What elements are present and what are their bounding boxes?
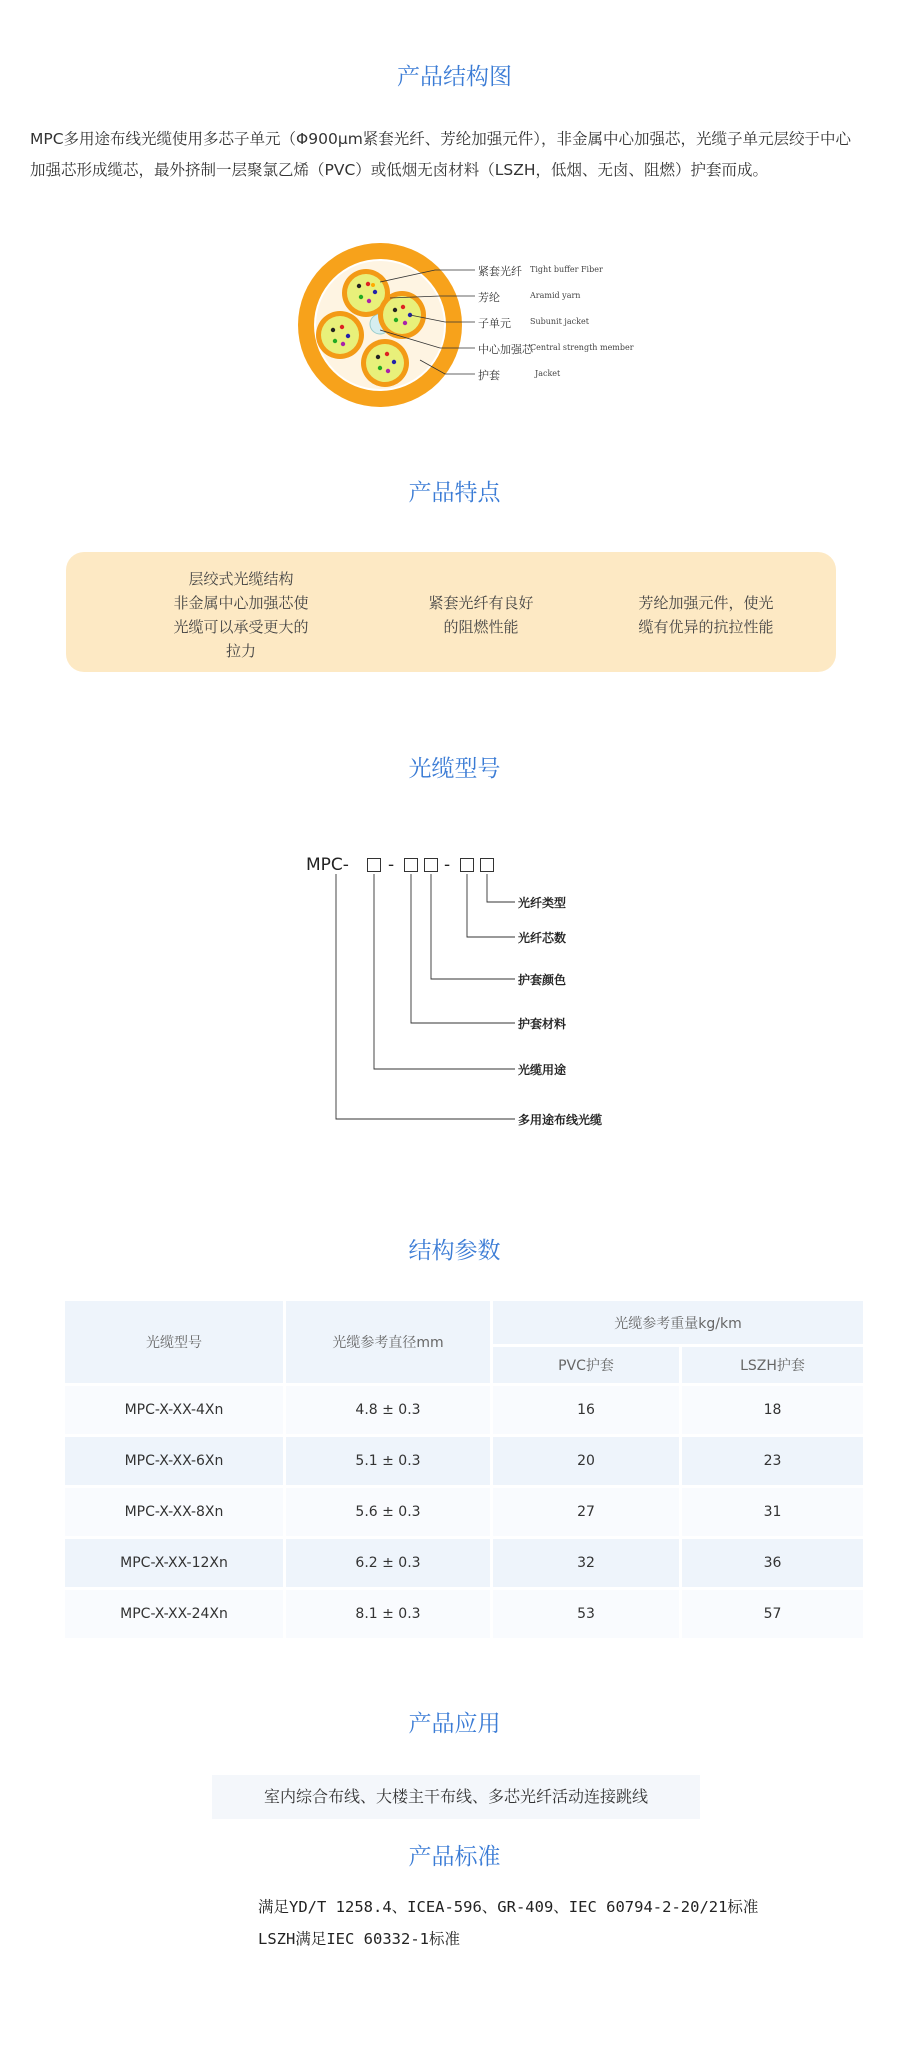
feature-2-line-1: 紧套光纤有良好: [428, 594, 534, 612]
model-label-jacket-material: 护套材料: [518, 1017, 567, 1031]
diagram-label-tight-buffer-en: Tight buffer Fiber: [530, 265, 603, 274]
feature-1-line-1: 层绞式光缆结构: [188, 570, 294, 588]
feature-2-line-2: 的阻燃性能: [443, 618, 519, 636]
diagram-label-tight-buffer: 紧套光纤: [478, 265, 522, 278]
diagram-label-central-member: 中心加强芯: [478, 343, 533, 356]
intro-line-2: 加强芯形成缆芯，最外挤制一层聚氯乙烯（PVC）或低烟无卤材料（LSZH，低烟、无卤、阻燃）护套而成。: [30, 161, 769, 179]
table-row: [65, 1539, 863, 1587]
table-row: [65, 1437, 863, 1485]
model-box-type: [480, 858, 494, 872]
cell-lszh: 23: [763, 1453, 782, 1469]
cell-diameter: 6.2 ± 0.3: [355, 1555, 421, 1571]
model-label-jacket-color: 护套颜色: [518, 973, 567, 987]
standard-section-title: 产品标准: [408, 1844, 501, 1870]
diagram-label-subunit: 子单元: [478, 317, 511, 330]
header-lszh: LSZH护套: [682, 1347, 863, 1383]
header-diameter: 光缆参考直径mm: [286, 1301, 490, 1383]
model-label-fiber-type: 光纤类型: [518, 896, 567, 910]
model-label-cable-name: 多用途布线光缆: [518, 1113, 603, 1127]
feature-1-line-2: 非金属中心加强芯使: [173, 594, 309, 612]
model-box-material: [404, 858, 418, 872]
cell-model: MPC-X-XX-24Xn: [120, 1606, 228, 1622]
cell-model: MPC-X-XX-4Xn: [124, 1402, 224, 1418]
feature-item-3: [626, 591, 786, 639]
application-text: 室内综合布线、大楼主干布线、多芯光纤活动连接跳线: [212, 1775, 700, 1819]
model-label-cable-usage: 光缆用途: [518, 1063, 567, 1077]
cell-pvc: 20: [577, 1453, 595, 1469]
cell-pvc: 16: [577, 1402, 595, 1418]
model-dash-2: -: [444, 855, 451, 875]
cell-model: MPC-X-XX-6Xn: [124, 1453, 224, 1469]
table-row: [65, 1488, 863, 1536]
model-dash-1: -: [388, 855, 395, 875]
cell-lszh: 31: [763, 1504, 782, 1520]
structure-section-title: 产品结构图: [397, 64, 512, 90]
diagram-label-jacket-en: Jacket: [535, 369, 561, 378]
model-section-title: 光缆型号: [408, 756, 501, 782]
cell-model: MPC-X-XX-12Xn: [120, 1555, 228, 1571]
header-weight: 光缆参考重量kg/km: [493, 1301, 863, 1344]
intro-text: [30, 124, 890, 186]
feature-1-line-3: 光缆可以承受更大的: [173, 618, 309, 636]
diagram-label-central-member-en: Central strength member: [530, 343, 634, 352]
cell-lszh: 57: [763, 1606, 782, 1622]
model-box-color: [424, 858, 438, 872]
application-section-title: 产品应用: [408, 1711, 501, 1737]
model-box-usage: [367, 858, 381, 872]
features-box: [66, 552, 836, 672]
params-section-title: 结构参数: [408, 1238, 501, 1264]
header-model: 光缆型号: [65, 1301, 283, 1383]
diagram-label-aramid-en: Aramid yarn: [530, 291, 581, 300]
table-header-row: [65, 1301, 863, 1344]
feature-3-line-1: 芳纶加强元件，使光: [638, 594, 774, 612]
model-label-fiber-count: 光纤芯数: [518, 931, 567, 945]
cell-model: MPC-X-XX-8Xn: [124, 1504, 224, 1520]
cell-lszh: 36: [763, 1555, 782, 1571]
feature-item-2: [406, 591, 556, 639]
model-box-count: [460, 858, 474, 872]
params-table: [62, 1298, 866, 1641]
intro-line-1: MPC多用途布线光缆使用多芯子单元（Φ900μm紧套光纤、芳纶加强元件），非金属中心加强芯，光缆子单元层绞于中心: [30, 130, 852, 148]
feature-3-line-2: 缆有优异的抗拉性能: [638, 618, 774, 636]
feature-1-line-4: 拉力: [225, 642, 256, 660]
features-section-title: 产品特点: [408, 480, 501, 506]
cell-pvc: 53: [577, 1606, 595, 1622]
diagram-leader-lines: [380, 260, 480, 380]
cell-diameter: 5.6 ± 0.3: [355, 1504, 421, 1520]
cell-diameter: 5.1 ± 0.3: [355, 1453, 421, 1469]
table-row: [65, 1386, 863, 1434]
diagram-label-aramid: 芳纶: [478, 291, 500, 304]
model-leader-lines: [330, 874, 520, 1129]
standard-line-1: 满足YD/T 1258.4、ICEA-596、GR-409、IEC 60794-2-20/21标准: [258, 1898, 759, 1916]
cell-pvc: 27: [577, 1504, 595, 1520]
diagram-label-subunit-en: Subunit jacket: [530, 317, 589, 326]
subunit-left: [316, 311, 364, 359]
diagram-label-jacket: 护套: [478, 369, 500, 382]
cell-diameter: 8.1 ± 0.3: [355, 1606, 421, 1622]
cell-pvc: 32: [577, 1555, 595, 1571]
header-pvc: PVC护套: [493, 1347, 679, 1383]
model-prefix: MPC-: [306, 855, 349, 875]
feature-item-1: [166, 567, 316, 663]
standard-line-2: LSZH满足IEC 60332-1标准: [258, 1930, 460, 1948]
table-row: [65, 1590, 863, 1638]
cell-lszh: 18: [763, 1402, 782, 1418]
cell-diameter: 4.8 ± 0.3: [355, 1402, 421, 1418]
